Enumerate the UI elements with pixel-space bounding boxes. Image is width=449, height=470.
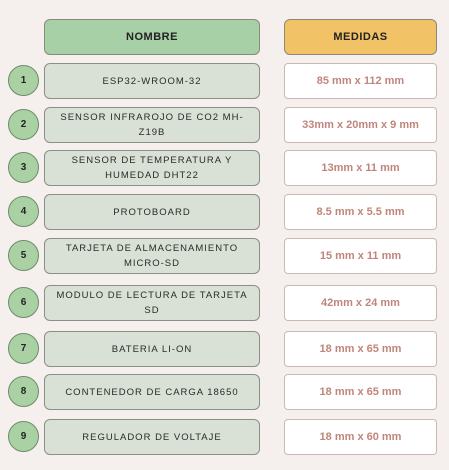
table-row bbox=[0, 194, 449, 230]
component-measure-cell: 18 mm x 60 mm bbox=[284, 419, 437, 455]
table-row bbox=[0, 285, 449, 321]
row-number-badge: 5 bbox=[8, 240, 39, 271]
table-row bbox=[0, 331, 449, 367]
row-number-badge: 1 bbox=[8, 65, 39, 96]
column-header-measures: MEDIDAS bbox=[284, 19, 437, 55]
component-measure-cell: 13mm x 11 mm bbox=[284, 150, 437, 186]
component-name-cell: BATERIA LI-ON bbox=[44, 331, 260, 367]
row-number-badge: 9 bbox=[8, 421, 39, 452]
component-name-cell: SENSOR DE TEMPERATURA Y HUMEDAD DHT22 bbox=[44, 150, 260, 186]
component-name-cell: REGULADOR DE VOLTAJE bbox=[44, 419, 260, 455]
table-row bbox=[0, 63, 449, 99]
component-measure-cell: 85 mm x 112 mm bbox=[284, 63, 437, 99]
row-number-badge: 6 bbox=[8, 287, 39, 318]
table-row bbox=[0, 150, 449, 186]
table-row bbox=[0, 238, 449, 274]
component-name-cell: ESP32-WROOM-32 bbox=[44, 63, 260, 99]
table-row bbox=[0, 419, 449, 455]
row-number-badge: 4 bbox=[8, 196, 39, 227]
component-measure-cell: 15 mm x 11 mm bbox=[284, 238, 437, 274]
component-measure-cell: 33mm x 20mm x 9 mm bbox=[284, 107, 437, 143]
component-measure-cell: 42mm x 24 mm bbox=[284, 285, 437, 321]
table-row bbox=[0, 107, 449, 143]
component-name-cell: CONTENEDOR DE CARGA 18650 bbox=[44, 374, 260, 410]
component-measure-cell: 18 mm x 65 mm bbox=[284, 331, 437, 367]
component-name-cell: PROTOBOARD bbox=[44, 194, 260, 230]
row-number-badge: 7 bbox=[8, 333, 39, 364]
table-row bbox=[0, 374, 449, 410]
component-name-cell: MODULO DE LECTURA DE TARJETA SD bbox=[44, 285, 260, 321]
column-header-name: NOMBRE bbox=[44, 19, 260, 55]
row-number-badge: 2 bbox=[8, 109, 39, 140]
component-measure-cell: 8.5 mm x 5.5 mm bbox=[284, 194, 437, 230]
component-measure-cell: 18 mm x 65 mm bbox=[284, 374, 437, 410]
row-number-badge: 3 bbox=[8, 152, 39, 183]
component-name-cell: TARJETA DE ALMACENAMIENTO MICRO-SD bbox=[44, 238, 260, 274]
component-name-cell: SENSOR INFRAROJO DE CO2 MH-Z19B bbox=[44, 107, 260, 143]
row-number-badge: 8 bbox=[8, 376, 39, 407]
